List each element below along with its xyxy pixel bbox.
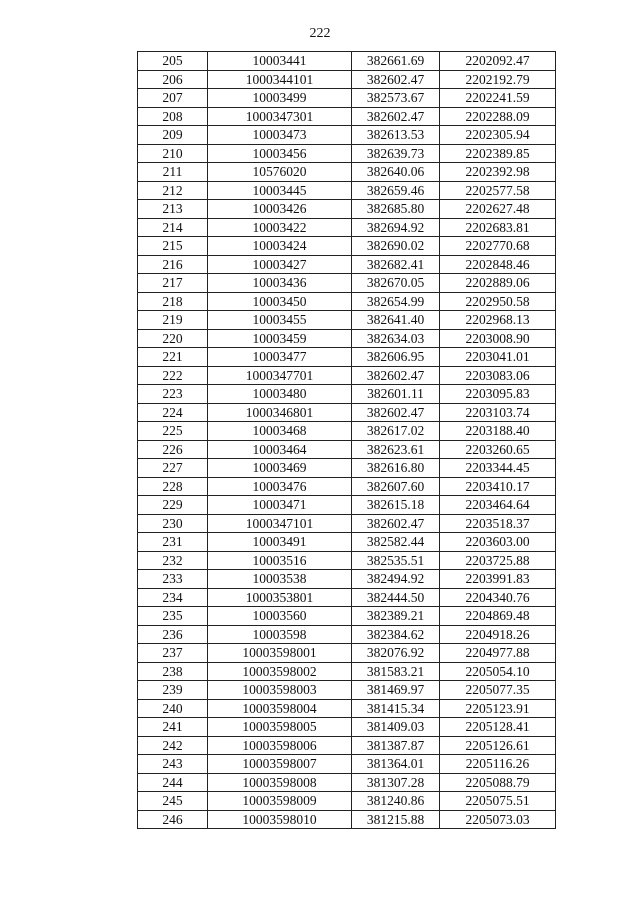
table-row [138,607,556,626]
table-row [138,329,556,348]
x-coordinate-cell: 381364.01 [352,755,440,774]
y-coordinate-cell: 2202092.47 [440,52,556,71]
point-number-cell: 218 [138,292,208,311]
point-number-cell: 237 [138,644,208,663]
point-number-cell: 238 [138,662,208,681]
point-id-cell: 10003598009 [208,792,352,811]
table-row [138,163,556,182]
y-coordinate-cell: 2203464.64 [440,496,556,515]
point-id-cell: 10003450 [208,292,352,311]
point-number-cell: 223 [138,385,208,404]
table-row [138,89,556,108]
x-coordinate-cell: 382623.61 [352,440,440,459]
point-id-cell: 10003598002 [208,662,352,681]
x-coordinate-cell: 382639.73 [352,144,440,163]
point-id-cell: 10003427 [208,255,352,274]
table-row [138,311,556,330]
point-number-cell: 216 [138,255,208,274]
point-number-cell: 215 [138,237,208,256]
point-number-cell: 214 [138,218,208,237]
table-row [138,385,556,404]
point-id-cell: 10003598010 [208,810,352,829]
point-number-cell: 244 [138,773,208,792]
table-row [138,440,556,459]
x-coordinate-cell: 381415.34 [352,699,440,718]
x-coordinate-cell: 382617.02 [352,422,440,441]
x-coordinate-cell: 382659.46 [352,181,440,200]
point-number-cell: 224 [138,403,208,422]
x-coordinate-cell: 382685.80 [352,200,440,219]
x-coordinate-cell: 382641.40 [352,311,440,330]
table-row [138,422,556,441]
point-id-cell: 1000353801 [208,588,352,607]
point-number-cell: 235 [138,607,208,626]
point-id-cell: 10003436 [208,274,352,293]
point-id-cell: 1000347301 [208,107,352,126]
y-coordinate-cell: 2202392.98 [440,163,556,182]
y-coordinate-cell: 2202627.48 [440,200,556,219]
table-row [138,459,556,478]
point-number-cell: 220 [138,329,208,348]
x-coordinate-cell: 382444.50 [352,588,440,607]
y-coordinate-cell: 2205123.91 [440,699,556,718]
table-row [138,496,556,515]
x-coordinate-cell: 382535.51 [352,551,440,570]
point-id-cell: 10003598006 [208,736,352,755]
x-coordinate-cell: 382682.41 [352,255,440,274]
y-coordinate-cell: 2204977.88 [440,644,556,663]
point-number-cell: 229 [138,496,208,515]
point-id-cell: 10003598004 [208,699,352,718]
table-row [138,699,556,718]
point-number-cell: 240 [138,699,208,718]
y-coordinate-cell: 2202848.46 [440,255,556,274]
table-row [138,736,556,755]
point-id-cell: 10003598003 [208,681,352,700]
x-coordinate-cell: 381240.86 [352,792,440,811]
point-number-cell: 213 [138,200,208,219]
point-id-cell: 10003459 [208,329,352,348]
point-id-cell: 10003424 [208,237,352,256]
table-row [138,773,556,792]
point-id-cell: 10003598005 [208,718,352,737]
point-id-cell: 1000346801 [208,403,352,422]
point-number-cell: 232 [138,551,208,570]
point-number-cell: 209 [138,126,208,145]
point-number-cell: 208 [138,107,208,126]
y-coordinate-cell: 2202288.09 [440,107,556,126]
point-id-cell: 10003538 [208,570,352,589]
y-coordinate-cell: 2202950.58 [440,292,556,311]
y-coordinate-cell: 2203410.17 [440,477,556,496]
x-coordinate-cell: 382661.69 [352,52,440,71]
point-id-cell: 10003516 [208,551,352,570]
point-id-cell: 1000344101 [208,70,352,89]
y-coordinate-cell: 2203518.37 [440,514,556,533]
x-coordinate-cell: 382615.18 [352,496,440,515]
point-id-cell: 10003468 [208,422,352,441]
y-coordinate-cell: 2203188.40 [440,422,556,441]
table-row [138,718,556,737]
table-row [138,348,556,367]
point-number-cell: 225 [138,422,208,441]
x-coordinate-cell: 382494.92 [352,570,440,589]
table-row [138,810,556,829]
point-number-cell: 217 [138,274,208,293]
x-coordinate-cell: 381215.88 [352,810,440,829]
point-number-cell: 206 [138,70,208,89]
point-number-cell: 222 [138,366,208,385]
y-coordinate-cell: 2205054.10 [440,662,556,681]
point-number-cell: 221 [138,348,208,367]
x-coordinate-cell: 381307.28 [352,773,440,792]
y-coordinate-cell: 2202305.94 [440,126,556,145]
point-id-cell: 10003471 [208,496,352,515]
coordinates-table [137,51,556,829]
x-coordinate-cell: 382602.47 [352,107,440,126]
point-number-cell: 241 [138,718,208,737]
point-id-cell: 10003598007 [208,755,352,774]
table-row [138,477,556,496]
point-number-cell: 210 [138,144,208,163]
table-row [138,403,556,422]
y-coordinate-cell: 2202770.68 [440,237,556,256]
point-id-cell: 10003441 [208,52,352,71]
y-coordinate-cell: 2202968.13 [440,311,556,330]
y-coordinate-cell: 2203603.00 [440,533,556,552]
point-id-cell: 10003456 [208,144,352,163]
y-coordinate-cell: 2202389.85 [440,144,556,163]
x-coordinate-cell: 382389.21 [352,607,440,626]
x-coordinate-cell: 381469.97 [352,681,440,700]
table-row [138,218,556,237]
point-id-cell: 10003560 [208,607,352,626]
table-row [138,570,556,589]
table-row [138,70,556,89]
point-number-cell: 230 [138,514,208,533]
table-row [138,792,556,811]
table-row [138,625,556,644]
point-number-cell: 227 [138,459,208,478]
point-number-cell: 233 [138,570,208,589]
x-coordinate-cell: 382384.62 [352,625,440,644]
y-coordinate-cell: 2203344.45 [440,459,556,478]
y-coordinate-cell: 2202192.79 [440,70,556,89]
table-row [138,533,556,552]
x-coordinate-cell: 382582.44 [352,533,440,552]
point-id-cell: 10003499 [208,89,352,108]
point-id-cell: 10003469 [208,459,352,478]
table-row [138,681,556,700]
point-id-cell: 10003598 [208,625,352,644]
point-id-cell: 10003480 [208,385,352,404]
table-row [138,366,556,385]
table-row [138,126,556,145]
point-number-cell: 219 [138,311,208,330]
y-coordinate-cell: 2203725.88 [440,551,556,570]
x-coordinate-cell: 382573.67 [352,89,440,108]
y-coordinate-cell: 2203008.90 [440,329,556,348]
point-id-cell: 10576020 [208,163,352,182]
point-id-cell: 1000347101 [208,514,352,533]
x-coordinate-cell: 382601.11 [352,385,440,404]
y-coordinate-cell: 2202577.58 [440,181,556,200]
x-coordinate-cell: 382602.47 [352,366,440,385]
y-coordinate-cell: 2203095.83 [440,385,556,404]
point-number-cell: 212 [138,181,208,200]
x-coordinate-cell: 382694.92 [352,218,440,237]
point-number-cell: 228 [138,477,208,496]
point-id-cell: 10003422 [208,218,352,237]
y-coordinate-cell: 2202241.59 [440,89,556,108]
table-row [138,662,556,681]
table-row [138,755,556,774]
table-row [138,237,556,256]
point-id-cell: 10003476 [208,477,352,496]
table-row [138,588,556,607]
x-coordinate-cell: 382616.80 [352,459,440,478]
point-number-cell: 239 [138,681,208,700]
point-id-cell: 10003473 [208,126,352,145]
point-number-cell: 243 [138,755,208,774]
y-coordinate-cell: 2204340.76 [440,588,556,607]
point-id-cell: 10003477 [208,348,352,367]
y-coordinate-cell: 2202683.81 [440,218,556,237]
table-row [138,274,556,293]
point-number-cell: 205 [138,52,208,71]
point-id-cell: 10003598008 [208,773,352,792]
y-coordinate-cell: 2205075.51 [440,792,556,811]
x-coordinate-cell: 382613.53 [352,126,440,145]
table-row [138,292,556,311]
point-number-cell: 226 [138,440,208,459]
point-id-cell: 10003491 [208,533,352,552]
point-id-cell: 1000347701 [208,366,352,385]
point-number-cell: 246 [138,810,208,829]
y-coordinate-cell: 2203991.83 [440,570,556,589]
point-number-cell: 207 [138,89,208,108]
y-coordinate-cell: 2204918.26 [440,625,556,644]
table-row [138,551,556,570]
y-coordinate-cell: 2205126.61 [440,736,556,755]
x-coordinate-cell: 381409.03 [352,718,440,737]
point-id-cell: 10003445 [208,181,352,200]
x-coordinate-cell: 382606.95 [352,348,440,367]
y-coordinate-cell: 2205077.35 [440,681,556,700]
x-coordinate-cell: 381387.87 [352,736,440,755]
table-row [138,200,556,219]
x-coordinate-cell: 382640.06 [352,163,440,182]
y-coordinate-cell: 2203083.06 [440,366,556,385]
y-coordinate-cell: 2205116.26 [440,755,556,774]
point-id-cell: 10003598001 [208,644,352,663]
point-id-cell: 10003455 [208,311,352,330]
y-coordinate-cell: 2205128.41 [440,718,556,737]
point-id-cell: 10003426 [208,200,352,219]
point-number-cell: 211 [138,163,208,182]
x-coordinate-cell: 381583.21 [352,662,440,681]
x-coordinate-cell: 382602.47 [352,403,440,422]
point-number-cell: 245 [138,792,208,811]
x-coordinate-cell: 382654.99 [352,292,440,311]
table-row [138,52,556,71]
point-number-cell: 231 [138,533,208,552]
point-id-cell: 10003464 [208,440,352,459]
coordinates-table-body [138,52,556,829]
point-number-cell: 242 [138,736,208,755]
point-number-cell: 236 [138,625,208,644]
table-row [138,514,556,533]
x-coordinate-cell: 382076.92 [352,644,440,663]
table-row [138,644,556,663]
table-row [138,144,556,163]
y-coordinate-cell: 2203041.01 [440,348,556,367]
y-coordinate-cell: 2205073.03 [440,810,556,829]
x-coordinate-cell: 382670.05 [352,274,440,293]
x-coordinate-cell: 382690.02 [352,237,440,256]
page-number: 222 [309,26,331,41]
x-coordinate-cell: 382607.60 [352,477,440,496]
x-coordinate-cell: 382634.03 [352,329,440,348]
x-coordinate-cell: 382602.47 [352,514,440,533]
point-number-cell: 234 [138,588,208,607]
table-row [138,181,556,200]
x-coordinate-cell: 382602.47 [352,70,440,89]
y-coordinate-cell: 2203260.65 [440,440,556,459]
y-coordinate-cell: 2204869.48 [440,607,556,626]
y-coordinate-cell: 2203103.74 [440,403,556,422]
table-row [138,255,556,274]
table-row [138,107,556,126]
y-coordinate-cell: 2202889.06 [440,274,556,293]
y-coordinate-cell: 2205088.79 [440,773,556,792]
